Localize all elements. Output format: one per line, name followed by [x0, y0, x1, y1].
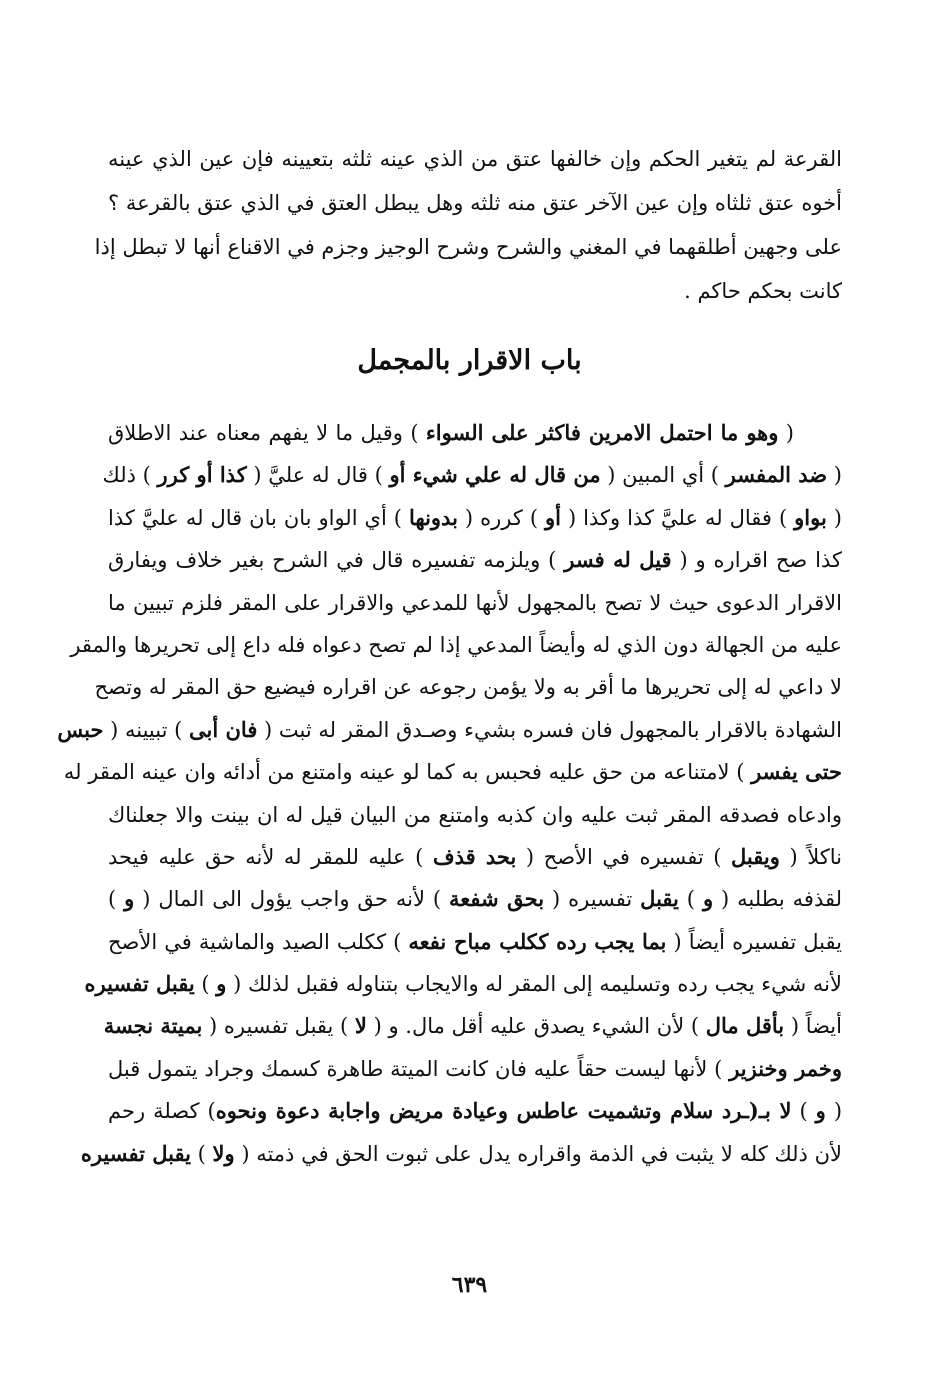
bold-matn-text: بواو — [794, 504, 827, 530]
commentary-text: ( — [826, 505, 842, 530]
commentary-text: لأن ذلك كله لا يثبت في الذمة واقراره يدل على ثبوت الحق في ذمته ( — [234, 1141, 842, 1166]
commentary-text: ( — [827, 463, 842, 488]
commentary-text: ( — [825, 1099, 843, 1124]
bold-matn-text: كذا أو كرر — [157, 462, 247, 488]
bold-matn-text: أو — [545, 504, 561, 530]
commentary-text: ) عليه للمقر له لأنه حق عليه فيحد — [108, 844, 433, 869]
commentary-text: على وجهين أطلقهما في المغني والشرح وشرح الوجيز وجزم في الاقناع أنها لا تبطل إذا — [94, 235, 842, 259]
bold-matn-text: ويقبل — [731, 843, 780, 869]
bold-matn-text: بأقل مال — [705, 1013, 785, 1039]
commentary-text: كانت بحكم حاكم . — [684, 279, 842, 303]
bold-matn-text: لا — [354, 1013, 367, 1039]
commentary-text: ) لأنها ليست حقاً عليه فان كانت الميتة طاهرة كسمك وجراد يتمول قبل — [108, 1056, 730, 1081]
bold-matn-text: وهو ما احتمل الامرين فاكثر على السواء — [425, 420, 779, 445]
commentary-text: ) لأنه حق واجب يؤول الى المال ( — [134, 887, 449, 912]
bold-matn-text: حتى يفسر — [751, 759, 842, 785]
commentary-text: ) — [678, 887, 703, 912]
text-line — [108, 137, 842, 181]
commentary-text: ) كرره ( — [457, 505, 546, 530]
text-line — [108, 1090, 842, 1132]
commentary-text: ) تفسيره في الأصح ( — [516, 844, 732, 869]
commentary-text: ) أي الواو بان بان قال له عليَّ كذا — [108, 505, 409, 530]
text-line — [108, 539, 842, 581]
commentary-text: ) يقبل تفسيره ( — [202, 1014, 355, 1039]
commentary-text: يقبل تفسيره أيضاً ( — [666, 929, 842, 954]
text-line — [70, 624, 842, 666]
bold-matn-text: يقبل — [640, 886, 679, 912]
commentary-text: ) لأن الشيء يصدق عليه أقل مال. و ( — [366, 1014, 706, 1039]
commentary-text: ) ذلك — [102, 463, 158, 488]
commentary-text: ) قال له عليَّ ( — [246, 463, 390, 488]
commentary-text: ) كصلة رحم — [108, 1099, 216, 1124]
commentary-text: ) — [194, 972, 217, 997]
text-line — [108, 269, 842, 313]
text-line — [108, 836, 842, 878]
bold-matn-text: و — [815, 1098, 826, 1124]
bold-matn-text: بما يجب رده ككلب مباح نفعه — [408, 928, 667, 954]
text-line — [108, 181, 842, 225]
commentary-text: ) — [108, 887, 125, 912]
commentary-text: ) ويلزمه تفسيره قال في الشرح بغير خلاف ويفارق — [108, 548, 565, 573]
bold-matn-text: من قال له علي شيء أو — [389, 462, 601, 488]
text-line — [108, 794, 842, 836]
top-paragraph — [94, 137, 842, 313]
bold-matn-text: بحد قذف — [432, 843, 517, 869]
text-line — [108, 921, 842, 963]
commentary-text: كذا صح اقراره و ( — [671, 548, 842, 573]
page-number: ٦٣٩ — [451, 1272, 488, 1298]
bold-matn-text: و — [702, 886, 714, 912]
text-line — [108, 1048, 842, 1090]
commentary-text: لأنه شيء يجب رده وتسليمه إلى المقر له والايجاب بتناوله فقبل لذلك ( — [226, 972, 842, 997]
commentary-text: لا داعي له إلى تحريرها ما أقر به ولا يؤمن رجوعه عن اقراره فيضيع حق المقر له وتصح — [94, 675, 842, 700]
commentary-text: ) فقال له عليَّ كذا وكذا ( — [561, 505, 795, 530]
bold-matn-text: و — [216, 971, 227, 997]
commentary-text: ) لامتناعه من حق عليه فحبس به كما لو عينه وامتنع من أدائه وان عينه المقر له — [63, 760, 752, 785]
bold-matn-text: يقبل تفسيره — [80, 1140, 191, 1166]
commentary-text: ) — [791, 1099, 816, 1124]
text-line — [84, 963, 842, 1005]
bold-matn-text: ضد المفسر — [725, 462, 828, 488]
commentary-text: ) تبيينه ( — [103, 717, 189, 742]
bold-matn-text: حبس — [57, 716, 104, 742]
text-line — [102, 454, 842, 496]
text-line — [108, 497, 842, 539]
bold-matn-text: و — [124, 886, 135, 912]
commentary-text: ( — [778, 421, 794, 445]
commentary-text: الشهادة بالاقرار بالمجهول فان فسره بشيء وصـدق المقر له ثبت ( — [257, 717, 842, 742]
bold-matn-text: فان أبى — [189, 716, 258, 742]
bold-matn-text: وخمر وخنزير — [729, 1055, 842, 1081]
bold-matn-text: يقبل تفسيره — [84, 971, 195, 997]
bold-matn-text: بحق شفعة — [448, 886, 545, 912]
commentary-text: لقذفه بطلبه ( — [713, 887, 843, 912]
bold-matn-text: بميتة نجسة — [103, 1013, 203, 1039]
bold-matn-text: قيل له فسر — [564, 547, 672, 573]
commentary-text: عليه من الجهالة دون الذي له وأيضاً المدعي إذا لم تصح دعواه فله داع إلى تحريرها والمقر — [70, 632, 842, 657]
commentary-text: أيضاً ( — [784, 1014, 842, 1039]
text-line — [108, 878, 842, 920]
commentary-text: ) ككلب الصيد والماشية في الأصح — [108, 929, 409, 954]
text-line — [94, 666, 842, 708]
text-line — [108, 582, 842, 624]
commentary-text: ) وقيل ما لا يفهم معناه عند الاطلاق — [108, 421, 426, 445]
bold-matn-text: لا بـ(ـرد سلام وتشميت عاطس وعيادة مريض واجابة دعوة ونحوه — [215, 1098, 792, 1124]
bold-matn-text: ولا — [212, 1140, 235, 1166]
text-line — [94, 225, 842, 269]
commentary-text: تفسيره ( — [544, 887, 641, 912]
text-line — [108, 412, 842, 454]
commentary-text: ناكلاً ( — [779, 844, 842, 869]
text-line — [103, 1005, 842, 1047]
commentary-text: الاقرار الدعوى حيث لا تصح بالمجهول لأنها للمدعي والاقرار على المقر فلزم تبيين ما — [108, 590, 842, 615]
text-line — [80, 1133, 842, 1175]
body-paragraph — [57, 412, 843, 1175]
bold-matn-text: بدونها — [408, 504, 458, 530]
commentary-text: وادعاه فصدقه المقر ثبت عليه وان كذبه وامتنع من البيان قيل له ان بينت والا جعلناك — [108, 802, 842, 827]
text-line — [63, 751, 842, 793]
commentary-text: ) — [190, 1141, 213, 1166]
text-line — [57, 709, 842, 751]
chapter-heading: باب الاقرار بالمجمل — [357, 345, 582, 376]
commentary-text: ) أي المبين ( — [600, 463, 726, 488]
commentary-text: القرعة لم يتغير الحكم وإن خالفها عتق من الذي عينه ثلثه بتعيينه فإن عين الذي عينه — [108, 147, 842, 171]
commentary-text: أخوه عتق ثلثاه وإن عين الآخر عتق منه ثلثه وهل يبطل العتق في الذي عتق بالقرعة ؟ — [108, 191, 842, 215]
